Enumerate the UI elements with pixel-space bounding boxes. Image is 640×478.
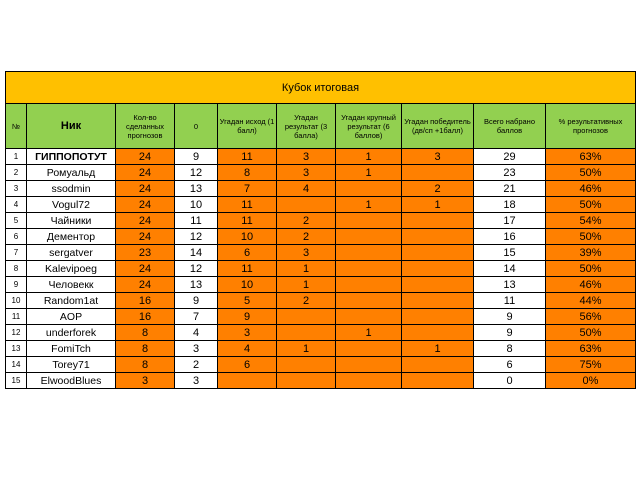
cell-num: 1 (6, 149, 27, 165)
cell-nick: ГИППОПОТУТ (27, 149, 116, 165)
table-row (6, 309, 636, 325)
cell-num: 12 (6, 325, 27, 341)
cell-winner: 2 (402, 181, 474, 197)
cell-percent: 50% (546, 197, 636, 213)
cell-winner: 1 (402, 341, 474, 357)
header-percent: % результативных прогнозов (546, 104, 636, 149)
cell-big-result (336, 373, 402, 389)
cell-big-result (336, 213, 402, 229)
table-row (6, 197, 636, 213)
cell-big-result: 1 (336, 325, 402, 341)
cell-num: 13 (6, 341, 27, 357)
table-row (6, 373, 636, 389)
cell-total: 14 (474, 261, 546, 277)
cell-total: 0 (474, 373, 546, 389)
cell-big-result (336, 293, 402, 309)
cell-winner: 1 (402, 197, 474, 213)
cell-percent: 50% (546, 261, 636, 277)
cell-total: 15 (474, 245, 546, 261)
cell-winner (402, 293, 474, 309)
cell-zero: 7 (175, 309, 218, 325)
cell-num: 4 (6, 197, 27, 213)
cell-winner (402, 229, 474, 245)
cell-num: 7 (6, 245, 27, 261)
cell-num: 15 (6, 373, 27, 389)
cell-total: 23 (474, 165, 546, 181)
cell-total: 11 (474, 293, 546, 309)
cell-zero: 3 (175, 373, 218, 389)
cell-nick: Ромуальд (27, 165, 116, 181)
cell-predictions: 24 (116, 181, 175, 197)
cell-winner (402, 245, 474, 261)
cell-percent: 63% (546, 341, 636, 357)
cell-nick: underforek (27, 325, 116, 341)
cell-big-result (336, 277, 402, 293)
cell-predictions: 24 (116, 165, 175, 181)
table-row (6, 357, 636, 373)
cell-percent: 50% (546, 229, 636, 245)
table-row (6, 277, 636, 293)
cell-result: 2 (277, 213, 336, 229)
table-row (6, 229, 636, 245)
cell-nick: Дементор (27, 229, 116, 245)
cell-predictions: 24 (116, 213, 175, 229)
header-result: Угадан результат (3 балла) (277, 104, 336, 149)
header-nick: Ник (27, 104, 116, 149)
cell-num: 9 (6, 277, 27, 293)
cell-num: 5 (6, 213, 27, 229)
header-big-result: Угадан крупный результат (6 баллов) (336, 104, 402, 149)
cell-big-result: 1 (336, 197, 402, 213)
cell-num: 11 (6, 309, 27, 325)
cell-winner (402, 261, 474, 277)
cell-outcome: 10 (218, 277, 277, 293)
cell-outcome: 3 (218, 325, 277, 341)
table-row (6, 165, 636, 181)
cell-nick: Kalevipoeg (27, 261, 116, 277)
cell-winner (402, 325, 474, 341)
cell-percent: 54% (546, 213, 636, 229)
header-row (6, 104, 636, 149)
table-row (6, 325, 636, 341)
cell-outcome: 5 (218, 293, 277, 309)
cell-nick: sergatver (27, 245, 116, 261)
cell-result (277, 357, 336, 373)
cell-predictions: 24 (116, 197, 175, 213)
cell-result (277, 309, 336, 325)
cell-percent: 50% (546, 325, 636, 341)
cell-num: 3 (6, 181, 27, 197)
table-row (6, 181, 636, 197)
cell-winner (402, 213, 474, 229)
cell-big-result (336, 357, 402, 373)
cell-result (277, 325, 336, 341)
standings-table (5, 71, 636, 389)
cell-zero: 11 (175, 213, 218, 229)
cell-zero: 2 (175, 357, 218, 373)
cell-big-result (336, 229, 402, 245)
table-row (6, 213, 636, 229)
cell-zero: 4 (175, 325, 218, 341)
cell-nick: AOP (27, 309, 116, 325)
cell-predictions: 23 (116, 245, 175, 261)
cell-outcome: 11 (218, 261, 277, 277)
table-row (6, 261, 636, 277)
cell-num: 8 (6, 261, 27, 277)
cell-predictions: 16 (116, 309, 175, 325)
cell-percent: 50% (546, 165, 636, 181)
cell-nick: Vogul72 (27, 197, 116, 213)
cell-nick: Человекк (27, 277, 116, 293)
cell-zero: 10 (175, 197, 218, 213)
cell-zero: 9 (175, 293, 218, 309)
cell-predictions: 24 (116, 261, 175, 277)
cell-outcome: 4 (218, 341, 277, 357)
cell-percent: 46% (546, 277, 636, 293)
cell-zero: 13 (175, 277, 218, 293)
table-row (6, 341, 636, 357)
cell-num: 14 (6, 357, 27, 373)
cell-predictions: 24 (116, 149, 175, 165)
cell-result: 3 (277, 245, 336, 261)
cell-nick: FomiTch (27, 341, 116, 357)
cell-num: 2 (6, 165, 27, 181)
cell-percent: 75% (546, 357, 636, 373)
cell-outcome: 6 (218, 357, 277, 373)
cell-zero: 13 (175, 181, 218, 197)
cell-percent: 56% (546, 309, 636, 325)
cell-outcome: 11 (218, 213, 277, 229)
cell-predictions: 8 (116, 325, 175, 341)
cell-total: 16 (474, 229, 546, 245)
cell-result: 3 (277, 165, 336, 181)
cell-big-result: 1 (336, 149, 402, 165)
cell-predictions: 24 (116, 229, 175, 245)
cell-big-result (336, 181, 402, 197)
cell-zero: 14 (175, 245, 218, 261)
cell-num: 10 (6, 293, 27, 309)
cell-zero: 12 (175, 165, 218, 181)
cell-nick: ElwoodBlues (27, 373, 116, 389)
cell-outcome: 7 (218, 181, 277, 197)
cell-result: 1 (277, 341, 336, 357)
cell-outcome: 6 (218, 245, 277, 261)
cell-result (277, 197, 336, 213)
cell-result: 4 (277, 181, 336, 197)
cell-result (277, 373, 336, 389)
cell-percent: 46% (546, 181, 636, 197)
cell-percent: 0% (546, 373, 636, 389)
cell-result: 1 (277, 261, 336, 277)
cell-outcome: 8 (218, 165, 277, 181)
cell-nick: Чайники (27, 213, 116, 229)
cell-zero: 12 (175, 229, 218, 245)
cell-outcome: 11 (218, 197, 277, 213)
cell-big-result (336, 245, 402, 261)
cell-result: 2 (277, 229, 336, 245)
cell-nick: ssodmin (27, 181, 116, 197)
cell-winner (402, 309, 474, 325)
cell-total: 9 (474, 325, 546, 341)
cell-outcome (218, 373, 277, 389)
cell-zero: 9 (175, 149, 218, 165)
cell-zero: 3 (175, 341, 218, 357)
cell-total: 13 (474, 277, 546, 293)
header-winner: Угадан победитель (дв/сп +1балл) (402, 104, 474, 149)
cell-percent: 44% (546, 293, 636, 309)
table-row (6, 245, 636, 261)
cell-predictions: 24 (116, 277, 175, 293)
cell-winner (402, 165, 474, 181)
cell-big-result (336, 309, 402, 325)
cell-predictions: 3 (116, 373, 175, 389)
cell-total: 29 (474, 149, 546, 165)
cell-winner (402, 373, 474, 389)
cell-winner (402, 277, 474, 293)
cell-percent: 63% (546, 149, 636, 165)
cell-predictions: 8 (116, 357, 175, 373)
cell-total: 9 (474, 309, 546, 325)
header-total: Всего набрано баллов (474, 104, 546, 149)
cell-total: 6 (474, 357, 546, 373)
cell-winner: 3 (402, 149, 474, 165)
header-outcome: Угадан исход (1 балл) (218, 104, 277, 149)
cell-num: 6 (6, 229, 27, 245)
cell-result: 3 (277, 149, 336, 165)
cell-zero: 12 (175, 261, 218, 277)
cell-big-result (336, 341, 402, 357)
cell-total: 18 (474, 197, 546, 213)
cell-outcome: 9 (218, 309, 277, 325)
header-zero: 0 (175, 104, 218, 149)
cell-outcome: 10 (218, 229, 277, 245)
cell-outcome: 11 (218, 149, 277, 165)
cell-nick: Random1at (27, 293, 116, 309)
cell-total: 17 (474, 213, 546, 229)
header-predictions: Кол-во сделанных прогнозов (116, 104, 175, 149)
table-row (6, 293, 636, 309)
cell-result: 1 (277, 277, 336, 293)
cell-result: 2 (277, 293, 336, 309)
cell-predictions: 16 (116, 293, 175, 309)
cell-percent: 39% (546, 245, 636, 261)
cell-nick: Torey71 (27, 357, 116, 373)
cell-winner (402, 357, 474, 373)
table-row (6, 149, 636, 165)
cell-total: 8 (474, 341, 546, 357)
cell-big-result: 1 (336, 165, 402, 181)
table-title: Кубок итоговая (6, 72, 636, 104)
cell-big-result (336, 261, 402, 277)
header-num: № (6, 104, 27, 149)
cell-predictions: 8 (116, 341, 175, 357)
cell-total: 21 (474, 181, 546, 197)
